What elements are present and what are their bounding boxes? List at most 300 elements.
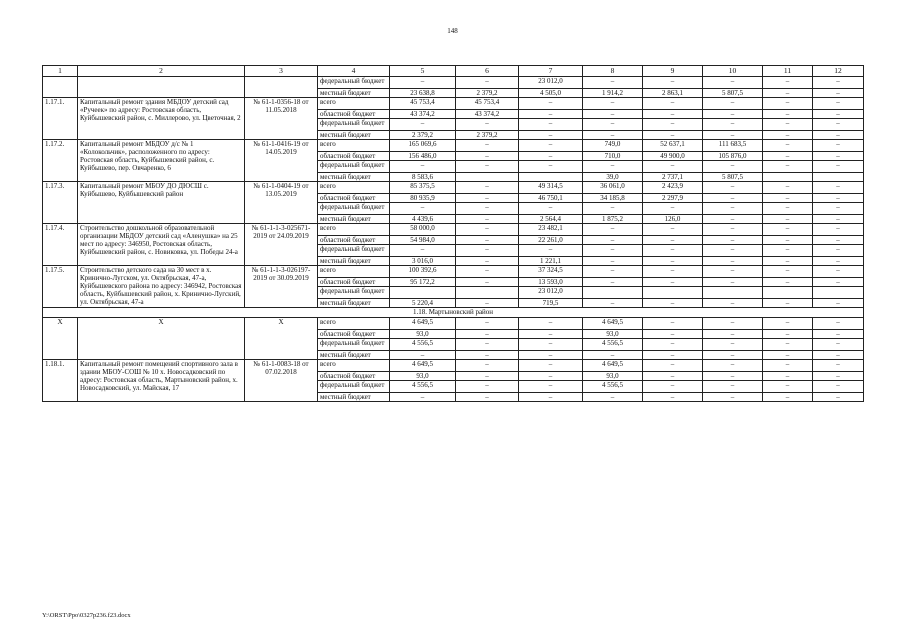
amount-cell: – <box>813 194 864 203</box>
amount-cell: – <box>643 110 703 119</box>
funding-source: всего <box>318 318 390 330</box>
funding-source: федеральный бюджет <box>318 245 390 257</box>
amount-cell: – <box>583 98 643 110</box>
amount-cell: 5 807,5 <box>703 89 763 98</box>
funding-source: местный бюджет <box>318 393 390 402</box>
amount-cell: 4 556,5 <box>583 381 643 393</box>
amount-cell: – <box>643 119 703 131</box>
column-number-cell: 5 <box>390 66 456 77</box>
amount-cell: – <box>643 203 703 215</box>
amount-cell: – <box>813 161 864 173</box>
amount-cell: – <box>519 372 583 381</box>
amount-cell: – <box>456 278 519 287</box>
funding-source: областной бюджет <box>318 110 390 119</box>
amount-cell: 93,0 <box>390 372 456 381</box>
amount-cell: – <box>763 140 813 152</box>
item-doc-cell <box>245 77 318 98</box>
amount-cell: – <box>456 236 519 245</box>
amount-cell: 111 683,5 <box>703 140 763 152</box>
funding-source: местный бюджет <box>318 257 390 266</box>
amount-cell: – <box>643 98 703 110</box>
item-doc: № 61-1-0416-19 от 14.05.2019 <box>245 140 318 182</box>
amount-cell: 1 221,1 <box>519 257 583 266</box>
item-number: 1.17.4. <box>43 224 78 266</box>
amount-cell: – <box>763 278 813 287</box>
column-number-cell: 3 <box>245 66 318 77</box>
amount-cell: – <box>813 257 864 266</box>
amount-cell: – <box>703 110 763 119</box>
amount-cell: – <box>763 266 813 278</box>
amount-cell: – <box>703 360 763 372</box>
amount-cell: – <box>813 110 864 119</box>
amount-cell: 4 649,5 <box>390 360 456 372</box>
amount-cell: – <box>643 77 703 89</box>
funding-row <box>43 318 864 330</box>
funding-source: всего <box>318 98 390 110</box>
table-body <box>43 66 864 402</box>
column-number-cell: 4 <box>318 66 390 77</box>
amount-cell <box>643 287 703 299</box>
amount-cell: – <box>763 330 813 339</box>
item-number-cell <box>43 77 78 98</box>
amount-cell: 1 875,2 <box>583 215 643 224</box>
amount-cell: – <box>703 330 763 339</box>
amount-cell: – <box>456 381 519 393</box>
funding-source: местный бюджет <box>318 299 390 308</box>
amount-cell: – <box>763 381 813 393</box>
amount-cell: 4 649,5 <box>583 360 643 372</box>
amount-cell: – <box>703 119 763 131</box>
amount-cell: – <box>813 236 864 245</box>
amount-cell: – <box>813 131 864 140</box>
amount-cell: 4 556,5 <box>390 381 456 393</box>
amount-cell: – <box>583 266 643 278</box>
amount-cell: 749,0 <box>583 140 643 152</box>
amount-cell: – <box>456 372 519 381</box>
amount-cell: – <box>763 318 813 330</box>
amount-cell: – <box>643 131 703 140</box>
amount-cell: – <box>456 318 519 330</box>
amount-cell: – <box>813 318 864 330</box>
amount-cell: – <box>703 203 763 215</box>
amount-cell: 23 012,0 <box>519 77 583 89</box>
amount-cell <box>813 173 864 182</box>
amount-cell: – <box>703 339 763 351</box>
amount-cell: – <box>583 257 643 266</box>
amount-cell: – <box>456 161 519 173</box>
amount-cell: 37 324,5 <box>519 266 583 278</box>
amount-cell: – <box>703 257 763 266</box>
amount-cell: – <box>813 381 864 393</box>
amount-cell: 93,0 <box>390 330 456 339</box>
funding-source: областной бюджет <box>318 372 390 381</box>
amount-cell: – <box>763 194 813 203</box>
amount-cell: – <box>813 140 864 152</box>
amount-cell: – <box>583 131 643 140</box>
amount-cell: – <box>703 393 763 402</box>
amount-cell <box>763 173 813 182</box>
amount-cell: – <box>456 245 519 257</box>
amount-cell: – <box>763 257 813 266</box>
amount-cell: – <box>813 266 864 278</box>
amount-cell: – <box>390 161 456 173</box>
amount-cell: 2 379,2 <box>456 89 519 98</box>
amount-cell: – <box>456 360 519 372</box>
amount-cell: 4 439,6 <box>390 215 456 224</box>
amount-cell: 43 374,2 <box>456 110 519 119</box>
amount-cell: – <box>813 215 864 224</box>
amount-cell: – <box>703 98 763 110</box>
amount-cell: – <box>813 224 864 236</box>
amount-cell: 126,0 <box>643 215 703 224</box>
amount-cell: – <box>703 182 763 194</box>
funding-source: местный бюджет <box>318 215 390 224</box>
funding-source: областной бюджет <box>318 278 390 287</box>
amount-cell: 34 185,8 <box>583 194 643 203</box>
amount-cell: – <box>703 161 763 173</box>
amount-cell: 23 012,0 <box>519 287 583 299</box>
column-number-cell: 9 <box>643 66 703 77</box>
amount-cell: – <box>519 110 583 119</box>
amount-cell: – <box>703 351 763 360</box>
amount-cell: 49 900,0 <box>643 152 703 161</box>
amount-cell: – <box>763 77 813 89</box>
amount-cell: – <box>763 215 813 224</box>
amount-cell: – <box>583 110 643 119</box>
amount-cell: – <box>703 266 763 278</box>
funding-row <box>43 182 864 194</box>
amount-cell: – <box>813 182 864 194</box>
document-file-path: Y:\ORST\Ppo\0327p236.f23.docx <box>42 612 131 619</box>
amount-cell: 4 556,5 <box>583 339 643 351</box>
amount-cell: 4 649,5 <box>583 318 643 330</box>
funding-source: местный бюджет <box>318 131 390 140</box>
amount-cell: 2 863,1 <box>643 89 703 98</box>
amount-cell <box>763 287 813 299</box>
amount-cell: – <box>519 119 583 131</box>
amount-cell: – <box>456 140 519 152</box>
amount-cell: – <box>763 110 813 119</box>
funding-source: местный бюджет <box>318 89 390 98</box>
item-doc: № 61-1-0083-18 от 07.02.2018 <box>245 360 318 402</box>
amount-cell: 1 914,2 <box>583 89 643 98</box>
amount-cell: – <box>456 215 519 224</box>
amount-cell: – <box>519 152 583 161</box>
amount-cell: 93,0 <box>583 372 643 381</box>
amount-cell: – <box>390 393 456 402</box>
amount-cell: – <box>703 372 763 381</box>
amount-cell: – <box>390 77 456 89</box>
amount-cell: 2 297,9 <box>643 194 703 203</box>
amount-cell: – <box>703 224 763 236</box>
amount-cell: – <box>813 77 864 89</box>
funding-source: федеральный бюджет <box>318 77 390 89</box>
item-doc: Х <box>245 318 318 360</box>
amount-cell: – <box>643 236 703 245</box>
amount-cell: – <box>456 182 519 194</box>
item-doc: № 61-1-0404-19 от 13.05.2019 <box>245 182 318 224</box>
item-name: Капитальный ремонт МБДОУ д/с № 1 «Колокольчик», расположенного по адресу: Ростовская область, Куйбышевский район, с. Куйбышево, пер. Овчаренко, 6 <box>78 140 245 182</box>
amount-cell: – <box>583 299 643 308</box>
amount-cell: – <box>703 236 763 245</box>
item-name: Капитальный ремонт здания МБДОУ детский сад «Ручеек» по адресу: Ростовская область, Куйбышевский район, с. Миллерово, ул. Цветочная, 2 <box>78 98 245 140</box>
amount-cell: – <box>763 351 813 360</box>
item-name-cell <box>78 77 245 98</box>
funding-row <box>43 360 864 372</box>
item-doc: № 61-1-1-3-025671-2019 от 24.09.2019 <box>245 224 318 266</box>
amount-cell: – <box>583 119 643 131</box>
amount-cell: 2 564,4 <box>519 215 583 224</box>
amount-cell: – <box>813 330 864 339</box>
funding-source: всего <box>318 182 390 194</box>
amount-cell: 2 737,1 <box>643 173 703 182</box>
amount-cell: – <box>703 215 763 224</box>
amount-cell: 23 482,1 <box>519 224 583 236</box>
funding-source: местный бюджет <box>318 173 390 182</box>
amount-cell: – <box>456 224 519 236</box>
amount-cell: – <box>763 393 813 402</box>
amount-cell: 4 505,0 <box>519 89 583 98</box>
amount-cell: – <box>703 318 763 330</box>
amount-cell: 105 876,0 <box>703 152 763 161</box>
funding-source: федеральный бюджет <box>318 161 390 173</box>
amount-cell: – <box>763 236 813 245</box>
column-number-cell: 6 <box>456 66 519 77</box>
amount-cell: – <box>456 152 519 161</box>
amount-cell: 36 061,0 <box>583 182 643 194</box>
funding-row <box>43 77 864 89</box>
column-number-cell: 8 <box>583 66 643 77</box>
amount-cell: – <box>583 161 643 173</box>
item-number: 1.17.3. <box>43 182 78 224</box>
amount-cell: – <box>390 245 456 257</box>
amount-cell: 5 807,5 <box>703 173 763 182</box>
column-number-cell: 10 <box>703 66 763 77</box>
amount-cell: – <box>643 393 703 402</box>
amount-cell: 43 374,2 <box>390 110 456 119</box>
funding-source: федеральный бюджет <box>318 381 390 393</box>
amount-cell: – <box>813 372 864 381</box>
amount-cell: 39,0 <box>583 173 643 182</box>
amount-cell: – <box>643 278 703 287</box>
section-header-row <box>43 308 864 318</box>
item-name: Капитальный ремонт помещений спортивного зала в здании МБОУ-СОШ № 10 х. Новосадковский по адресу: Ростовская область, Мартыновский район, х. Новосадковский, ул. Майская, 17 <box>78 360 245 402</box>
amount-cell: – <box>763 299 813 308</box>
amount-cell: – <box>583 224 643 236</box>
amount-cell: – <box>456 393 519 402</box>
amount-cell: – <box>643 381 703 393</box>
section-title: 1.18. Мартыновский район <box>43 308 864 318</box>
amount-cell: – <box>703 77 763 89</box>
amount-cell <box>813 287 864 299</box>
amount-cell: – <box>763 360 813 372</box>
item-name: Строительство детского сада на 30 мест в х. Кринично-Лугском, ул. Октябрьская, 47-а, Куйбышевского района по адресу: 346942, Ростовская область, Куйбышевский район, х. Кринично-Лугский, ул. Октябрьская, 47-а <box>78 266 245 308</box>
item-doc: № 61-1-1-3-026197-2019 от 30.09.2019 <box>245 266 318 308</box>
amount-cell <box>456 173 519 182</box>
amount-cell: 2 423,9 <box>643 182 703 194</box>
amount-cell: – <box>643 360 703 372</box>
funding-source: областной бюджет <box>318 152 390 161</box>
column-number-header-row <box>43 66 864 77</box>
amount-cell: – <box>519 360 583 372</box>
amount-cell: – <box>643 161 703 173</box>
funding-row <box>43 224 864 236</box>
amount-cell: 4 649,5 <box>390 318 456 330</box>
amount-cell: – <box>703 131 763 140</box>
amount-cell: – <box>763 245 813 257</box>
funding-source: федеральный бюджет <box>318 287 390 299</box>
amount-cell: – <box>763 119 813 131</box>
amount-cell: 4 556,5 <box>390 339 456 351</box>
column-number-cell: 7 <box>519 66 583 77</box>
amount-cell: – <box>456 266 519 278</box>
amount-cell: – <box>703 278 763 287</box>
amount-cell: 719,5 <box>519 299 583 308</box>
amount-cell: – <box>763 372 813 381</box>
amount-cell: – <box>703 194 763 203</box>
amount-cell: – <box>643 351 703 360</box>
funding-row <box>43 266 864 278</box>
amount-cell: – <box>519 381 583 393</box>
funding-source: всего <box>318 224 390 236</box>
funding-source: всего <box>318 266 390 278</box>
amount-cell: 2 379,2 <box>456 131 519 140</box>
amount-cell: – <box>643 245 703 257</box>
amount-cell: – <box>583 236 643 245</box>
amount-cell: – <box>643 372 703 381</box>
amount-cell: 165 069,6 <box>390 140 456 152</box>
amount-cell: – <box>519 393 583 402</box>
amount-cell: – <box>813 351 864 360</box>
item-number: Х <box>43 318 78 360</box>
amount-cell: – <box>519 339 583 351</box>
item-name: Капитальный ремонт МБОУ ДО ДЮСШ с. Куйбышево, Куйбышевский район <box>78 182 245 224</box>
amount-cell: – <box>456 257 519 266</box>
column-number-cell: 11 <box>763 66 813 77</box>
amount-cell: – <box>643 318 703 330</box>
amount-cell: – <box>456 330 519 339</box>
amount-cell: – <box>813 393 864 402</box>
item-name: Х <box>78 318 245 360</box>
amount-cell: – <box>813 245 864 257</box>
amount-cell: 100 392,6 <box>390 266 456 278</box>
amount-cell: – <box>390 351 456 360</box>
amount-cell: 2 379,2 <box>390 131 456 140</box>
amount-cell: – <box>703 245 763 257</box>
amount-cell: 80 935,9 <box>390 194 456 203</box>
amount-cell: – <box>813 89 864 98</box>
amount-cell: 49 314,5 <box>519 182 583 194</box>
amount-cell: – <box>456 299 519 308</box>
amount-cell: – <box>643 330 703 339</box>
amount-cell: – <box>519 140 583 152</box>
amount-cell: – <box>643 257 703 266</box>
amount-cell: 8 583,6 <box>390 173 456 182</box>
amount-cell: 58 000,0 <box>390 224 456 236</box>
amount-cell: – <box>813 152 864 161</box>
funding-source: всего <box>318 360 390 372</box>
amount-cell: – <box>583 245 643 257</box>
column-number-cell: 2 <box>78 66 245 77</box>
amount-cell: – <box>583 351 643 360</box>
amount-cell: – <box>519 351 583 360</box>
amount-cell: – <box>519 318 583 330</box>
amount-cell: – <box>763 131 813 140</box>
amount-cell: – <box>813 203 864 215</box>
amount-cell: – <box>813 119 864 131</box>
amount-cell: – <box>456 351 519 360</box>
amount-cell: – <box>763 203 813 215</box>
amount-cell: 710,0 <box>583 152 643 161</box>
funding-row <box>43 98 864 110</box>
column-number-cell: 1 <box>43 66 78 77</box>
funding-source: областной бюджет <box>318 236 390 245</box>
amount-cell: – <box>813 360 864 372</box>
amount-cell: – <box>519 131 583 140</box>
amount-cell: 52 637,1 <box>643 140 703 152</box>
item-name: Строительство дошкольной образовательной организации МБДОУ детский сад «Аленушка» на 25 мест по адресу: 346950, Ростовская область, Куйбышевский район, с. Новиковка, ул. Победы 24-а <box>78 224 245 266</box>
amount-cell <box>703 287 763 299</box>
funding-source: всего <box>318 140 390 152</box>
amount-cell: 95 172,2 <box>390 278 456 287</box>
amount-cell: 23 638,8 <box>390 89 456 98</box>
funding-source: федеральный бюджет <box>318 339 390 351</box>
amount-cell: 85 375,5 <box>390 182 456 194</box>
amount-cell: – <box>643 266 703 278</box>
amount-cell: – <box>643 339 703 351</box>
amount-cell <box>390 287 456 299</box>
amount-cell: 13 593,0 <box>519 278 583 287</box>
amount-cell: 5 220,4 <box>390 299 456 308</box>
funding-source: местный бюджет <box>318 351 390 360</box>
amount-cell: – <box>813 98 864 110</box>
amount-cell: – <box>583 77 643 89</box>
amount-cell: – <box>583 278 643 287</box>
amount-cell: 54 984,0 <box>390 236 456 245</box>
column-number-cell: 12 <box>813 66 864 77</box>
amount-cell: – <box>456 203 519 215</box>
funding-source: федеральный бюджет <box>318 119 390 131</box>
amount-cell: – <box>703 299 763 308</box>
amount-cell: – <box>813 339 864 351</box>
amount-cell: – <box>763 152 813 161</box>
funding-source: областной бюджет <box>318 330 390 339</box>
amount-cell: – <box>456 194 519 203</box>
amount-cell <box>456 287 519 299</box>
amount-cell: – <box>583 393 643 402</box>
amount-cell: 45 753,4 <box>456 98 519 110</box>
amount-cell: 93,0 <box>583 330 643 339</box>
amount-cell: – <box>763 98 813 110</box>
amount-cell: – <box>813 278 864 287</box>
amount-cell: 22 261,0 <box>519 236 583 245</box>
item-doc: № 61-1-0356-18 от 11.05.2018 <box>245 98 318 140</box>
amount-cell: – <box>763 161 813 173</box>
item-number: 1.17.2. <box>43 140 78 182</box>
amount-cell: – <box>763 89 813 98</box>
amount-cell: 45 753,4 <box>390 98 456 110</box>
funding-source: областной бюджет <box>318 194 390 203</box>
amount-cell: – <box>456 77 519 89</box>
amount-cell: – <box>390 119 456 131</box>
amount-cell: 3 016,0 <box>390 257 456 266</box>
amount-cell: – <box>643 299 703 308</box>
amount-cell: – <box>583 203 643 215</box>
amount-cell: – <box>519 161 583 173</box>
amount-cell: 156 486,0 <box>390 152 456 161</box>
amount-cell: – <box>519 203 583 215</box>
amount-cell: 46 750,1 <box>519 194 583 203</box>
